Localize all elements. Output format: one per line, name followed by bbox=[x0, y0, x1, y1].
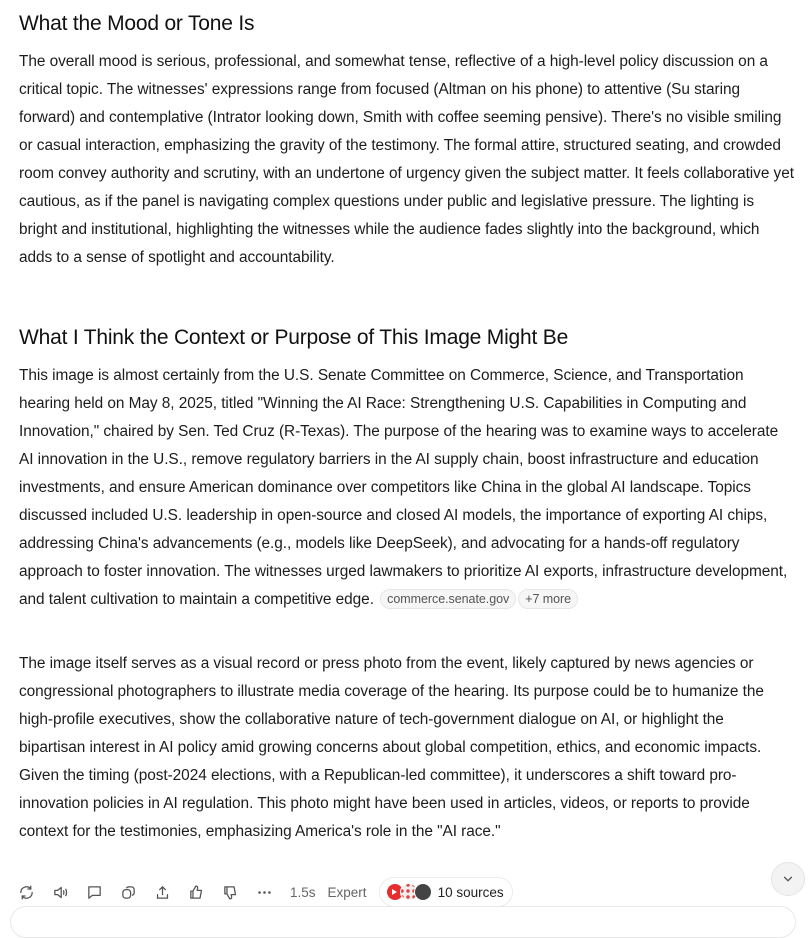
sources-label: 10 sources bbox=[437, 884, 504, 900]
section-heading-mood: What the Mood or Tone Is bbox=[19, 12, 255, 35]
mode-label: Expert bbox=[327, 884, 367, 900]
copy-icon bbox=[120, 884, 137, 901]
regenerate-button[interactable] bbox=[18, 877, 52, 907]
citation-chip-source[interactable]: commerce.senate.gov bbox=[380, 589, 516, 609]
scroll-to-bottom-button[interactable] bbox=[771, 862, 805, 896]
thumbs-up-button[interactable] bbox=[188, 877, 222, 907]
chevron-down-icon bbox=[781, 872, 795, 886]
thumbs-down-button[interactable] bbox=[222, 877, 256, 907]
section-heading-context: What I Think the Context or Purpose of This Image Might Be bbox=[19, 326, 569, 349]
image-purpose-paragraph: The image itself serves as a visual record or press photo from the event, likely captured by news agencies or congressional photographers to illustrate media coverage of the hearing. Its purpose could be to humanize the high-profile executives, show the collaborative nature of tech-government dialogue on AI, or highlight the bipartisan interest in AI policy amid growing concerns about global competition, ethics, and economic impacts. Given the timing (post-2024 elections, with a Republican-led committee), it underscores a shift toward pro-innovation policies in AI regulation. This photo might have been used in articles, videos, or reports to provide context for the testimonies, emphasizing America's role in the "AI race." bbox=[19, 655, 764, 840]
thumbs-up-icon bbox=[188, 884, 205, 901]
read-aloud-icon bbox=[52, 884, 69, 901]
copy-button[interactable] bbox=[120, 877, 154, 907]
mood-paragraph: The overall mood is serious, professional, and somewhat tense, reflective of a high-level policy discussion on a critical topic. The witnesses' expressions range from focused (Altman on his phone) to attentive (Su staring forward) and contemplative (Intrator looking down, Smith with coffee seeming pensive). There's no visible smiling or casual interaction, emphasizing the gravity of the testimony. The formal attire, structured seating, and crowded room convey authority and scrutiny, with an undertone of urgency given the subject matter. It feels collaborative yet cautious, as if the panel is navigating complex questions under public and legislative pressure. The lighting is bright and institutional, highlighting the witnesses while the audience fades slightly into the background, which adds to a sense of spotlight and accountability. bbox=[19, 53, 794, 266]
share-icon bbox=[154, 884, 171, 901]
more-icon bbox=[256, 884, 273, 901]
read-aloud-button[interactable] bbox=[52, 877, 86, 907]
regenerate-icon bbox=[18, 884, 35, 901]
comment-icon bbox=[86, 884, 103, 901]
site-favicon-icon bbox=[414, 883, 432, 901]
response-time: 1.5s bbox=[290, 884, 316, 900]
message-input-box[interactable] bbox=[10, 906, 796, 938]
share-button[interactable] bbox=[154, 877, 188, 907]
citation-chip-more[interactable]: +7 more bbox=[518, 589, 578, 609]
context-paragraph-text: This image is almost certainly from the U.S. Senate Committee on Commerce, Science, and Transportation hearing held on May 8, 2025, titled "Winning the AI Race: Strengthening U.S. Capabilities in Computing and Innovation," chaired by Sen. Ted Cruz (R-Texas). The purpose of the hearing was to examine ways to accelerate AI innovation in the U.S., remove regulatory barriers in the AI supply chain, boost infrastructure and education investments, and ensure American dominance over competitors like China in the global AI landscape. Topics discussed included U.S. leadership in open-source and closed AI models, the importance of exporting AI chips, addressing China's advancements (e.g., models like DeepSeek), and advocating for a hands-off regulatory approach to foster innovation. The witnesses urged lawmakers to prioritize AI exports, infrastructure development, and talent cultivation to maintain a competitive edge. bbox=[19, 367, 788, 608]
more-options-button[interactable] bbox=[256, 877, 290, 907]
thumbs-down-icon bbox=[222, 884, 239, 901]
source-favicons bbox=[386, 883, 428, 901]
sources-button[interactable] bbox=[379, 877, 513, 907]
comment-button[interactable] bbox=[86, 877, 120, 907]
response-toolbar bbox=[18, 877, 513, 907]
context-paragraph bbox=[19, 362, 794, 614]
